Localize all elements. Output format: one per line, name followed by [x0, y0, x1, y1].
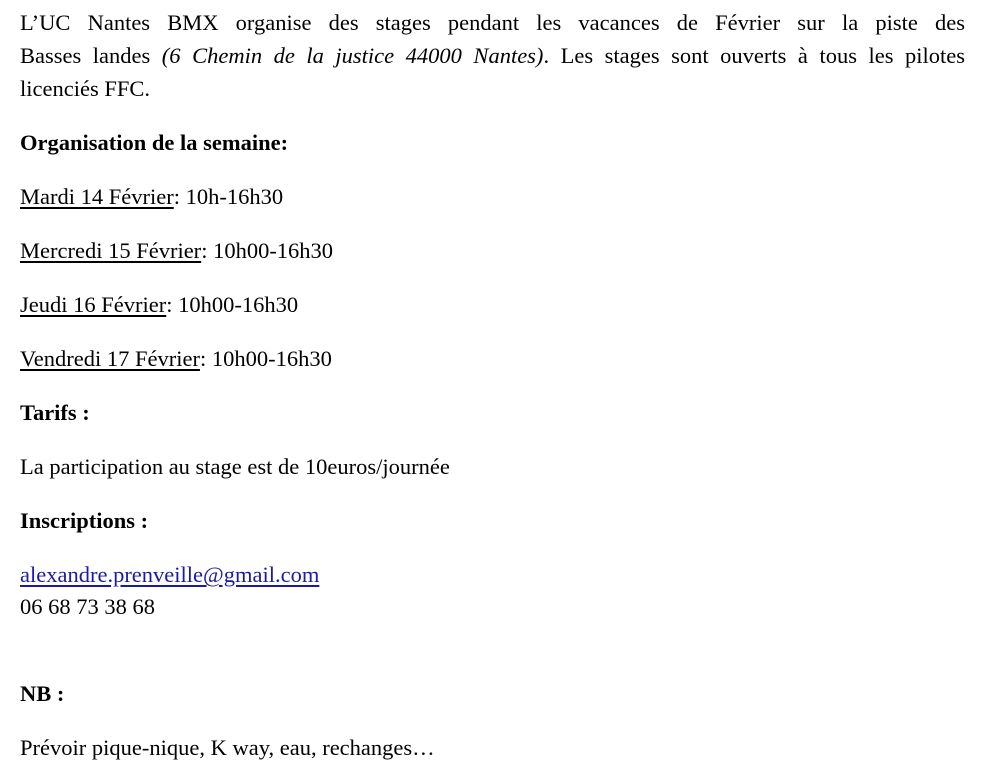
nb-heading: NB : — [20, 681, 65, 706]
day-row — [20, 234, 333, 267]
day-row — [20, 180, 283, 213]
day-hours: : 10h-16h30 — [173, 184, 284, 209]
week-heading: Organisation de la semaine: — [20, 130, 289, 155]
inscriptions-heading: Inscriptions : — [20, 508, 149, 533]
intro-paragraph — [20, 6, 965, 105]
intro-line-2 — [20, 39, 965, 72]
intro-line-3: licenciés FFC. — [20, 76, 150, 101]
intro-access: . Les stages sont ouverts à tous les pilotes — [543, 43, 965, 68]
day-label: Mardi 14 Février — [20, 184, 174, 209]
day-hours: : 10h00-16h30 — [201, 238, 334, 263]
email-link[interactable]: alexandre.prenveille@gmail.com — [20, 562, 320, 587]
tarifs-text: La participation au stage est de 10euros/journée — [20, 454, 450, 479]
intro-address: (6 Chemin de la justice 44000 Nantes) — [161, 43, 544, 68]
phone-number: 06 68 73 38 68 — [20, 594, 155, 619]
tarifs-heading: Tarifs : — [20, 400, 90, 425]
day-hours: : 10h00-16h30 — [199, 346, 332, 371]
day-label: Mercredi 15 Février — [20, 238, 202, 263]
nb-text: Prévoir pique-nique, K way, eau, rechanges… — [20, 735, 435, 760]
day-hours: : 10h00-16h30 — [166, 292, 299, 317]
intro-venue: Basses landes — [20, 43, 162, 68]
email-row — [20, 558, 319, 591]
day-label: Vendredi 17 Février — [20, 346, 200, 371]
day-label: Jeudi 16 Février — [20, 292, 167, 317]
intro-line-1: L’UC Nantes BMX organise des stages pendant les vacances de Février sur la piste des — [20, 10, 965, 35]
day-row — [20, 288, 298, 321]
day-row — [20, 342, 332, 375]
